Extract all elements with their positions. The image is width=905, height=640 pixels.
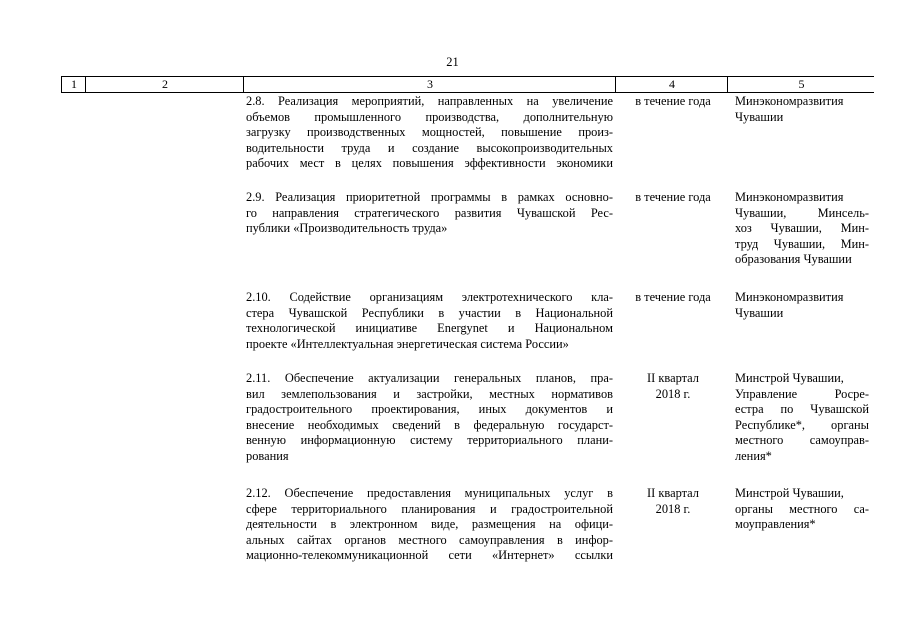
measure-line: водительности труда и создание высокопроизводительных — [246, 140, 613, 155]
page-number: 21 — [446, 55, 459, 69]
measure-text — [246, 486, 613, 564]
term-line: II квартал — [647, 371, 699, 385]
responsible-line: ления* — [735, 448, 772, 463]
responsible-line: Управление Росре- — [735, 386, 869, 401]
measure-line: внесение необходимых сведений в федеральную государст- — [246, 417, 613, 432]
measure-line: вил землепользования и застройки, местных нормативов — [246, 386, 613, 401]
measure-text — [246, 94, 613, 172]
responsible-line: Минстрой Чувашии, — [735, 486, 844, 500]
measure-line: 2.9. Реализация приоритетной программы в рамках основно- — [246, 190, 613, 204]
measure-line: технологической инициативе Energynet и Национальном — [246, 321, 613, 336]
measure-line: объемов промышленного производства, дополнительную — [246, 109, 613, 124]
responsible-line: местного самоуправ- — [735, 433, 869, 448]
measure-line: загрузку производственных мощностей, повышение произ- — [246, 125, 613, 140]
measure-line: градостроительного проектирования, иных документов и — [246, 402, 613, 417]
term-line: в течение года — [635, 190, 711, 204]
responsible-line: естра по Чувашской — [735, 402, 869, 417]
measure-line: 2.8. Реализация мероприятий, направленных на увеличение — [246, 94, 613, 108]
measure-line: рабочих мест в целях повышения эффективности экономики — [246, 156, 613, 171]
table-header-row — [61, 76, 874, 93]
measure-line: мационно-телекоммуникационной сети «Интернет» ссылки — [246, 548, 613, 563]
measure-line: го направления стратегического развития Чувашской Рес- — [246, 205, 613, 220]
responsible-cell — [735, 94, 869, 125]
term-line: в течение года — [635, 94, 711, 108]
measure-line: венную информационную систему территориального плани- — [246, 433, 613, 448]
header-col-3: 3 — [243, 77, 616, 92]
responsible-line: Чувашии — [735, 305, 784, 320]
header-col-2: 2 — [85, 77, 244, 92]
measure-line: деятельности в электронном виде, размещения на офици- — [246, 517, 613, 532]
header-col-5: 5 — [727, 77, 875, 92]
responsible-line: Минстрой Чувашии, — [735, 371, 844, 385]
term-line: 2018 г. — [655, 386, 691, 401]
header-col-4: 4 — [615, 77, 728, 92]
responsible-line: хоз Чувашии, Мин- — [735, 221, 869, 236]
term-cell — [621, 190, 725, 206]
term-cell — [621, 371, 725, 402]
responsible-line: образования Чувашии — [735, 252, 852, 267]
responsible-line: Минэкономразвития — [735, 190, 844, 204]
measure-line: публики «Производительность труда» — [246, 221, 448, 236]
measure-line: рования — [246, 448, 289, 463]
term-cell — [621, 94, 725, 110]
measure-text — [246, 371, 613, 465]
measure-text — [246, 190, 613, 237]
responsible-line: органы местного са- — [735, 501, 869, 516]
responsible-cell — [735, 371, 869, 465]
responsible-line: Чувашии — [735, 109, 784, 124]
responsible-line: моуправления* — [735, 517, 816, 532]
responsible-cell — [735, 486, 869, 533]
responsible-line: Чувашии, Минсель- — [735, 205, 869, 220]
responsible-line: труд Чувашии, Мин- — [735, 236, 869, 251]
measure-line: стера Чувашской Республики в участии в Национальной — [246, 305, 613, 320]
measure-line: 2.10. Содействие организациям электротехнического кла- — [246, 290, 613, 304]
responsible-line: Минэкономразвития — [735, 290, 844, 304]
header-col-1: 1 — [61, 77, 86, 92]
measure-line: сфере территориального планирования и градостроительной — [246, 501, 613, 516]
term-line: II квартал — [647, 486, 699, 500]
measure-text — [246, 290, 613, 352]
measure-line: проекте «Интеллектуальная энергетическая система России» — [246, 336, 569, 351]
responsible-line: Республике*, органы — [735, 417, 869, 432]
responsible-cell — [735, 290, 869, 321]
term-cell — [621, 486, 725, 517]
measure-line: 2.11. Обеспечение актуализации генеральных планов, пра- — [246, 371, 613, 385]
measure-line: 2.12. Обеспечение предоставления муниципальных услуг в — [246, 486, 613, 500]
term-line: 2018 г. — [655, 501, 691, 516]
measure-line: альных сайтах органов местного самоуправления в инфор- — [246, 532, 613, 547]
responsible-cell — [735, 190, 869, 268]
term-line: в течение года — [635, 290, 711, 304]
term-cell — [621, 290, 725, 306]
responsible-line: Минэкономразвития — [735, 94, 844, 108]
